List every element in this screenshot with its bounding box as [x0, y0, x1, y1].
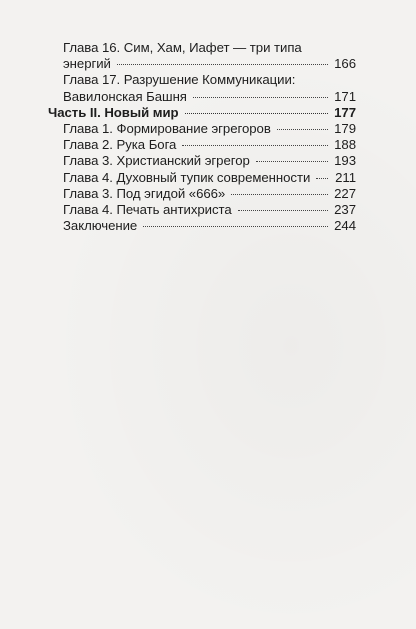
dot-leader	[238, 210, 328, 211]
toc-entry-part2-chapter-3	[48, 153, 356, 169]
toc-page-number: 237	[334, 202, 356, 218]
toc-page-number: 177	[334, 104, 356, 120]
toc-entry-title: Глава 3. Христианский эгрегор	[63, 153, 250, 169]
dot-leader	[117, 64, 328, 65]
toc-entry-title: Заключение	[63, 218, 138, 234]
toc-page-number: 193	[334, 153, 356, 169]
toc-entry-title: Часть II. Новый мир	[48, 104, 179, 120]
toc-page-number: 244	[334, 218, 356, 234]
toc-entry-title: Глава 3. Под эгидой «666»	[63, 185, 226, 201]
dot-leader	[182, 145, 328, 146]
toc-entry-title: Глава 1. Формирование эгрегоров	[63, 121, 271, 137]
dot-leader	[193, 97, 328, 98]
toc-entry-title: Глава 2. Рука Бога	[63, 137, 177, 153]
toc-entry-chapter-16	[48, 40, 356, 72]
toc-entry-part2-chapter-1	[48, 121, 356, 137]
toc-page-number: 211	[335, 169, 356, 185]
toc-entry-title: Глава 4. Печать антихриста	[63, 202, 232, 218]
toc-entry-conclusion	[48, 218, 356, 234]
dot-leader	[231, 194, 328, 195]
toc-entry-chapter-17	[48, 72, 356, 104]
toc-page-number: 166	[334, 56, 356, 72]
dot-leader	[185, 113, 328, 114]
toc-page-number: 188	[334, 137, 356, 153]
toc-entry-title-continuation: Вавилонская Башня	[63, 88, 187, 104]
toc-page-number: 227	[334, 185, 356, 201]
toc-entry-part2-chapter-4	[48, 170, 356, 186]
toc-entry-title-continuation: энергий	[63, 56, 111, 72]
table-of-contents	[48, 40, 356, 234]
toc-entry-title: Глава 17. Разрушение Коммуникации:	[63, 72, 296, 88]
dot-leader	[143, 226, 328, 227]
toc-entry-part2-chapter-2	[48, 137, 356, 153]
dot-leader	[256, 161, 328, 162]
toc-entry-title: Глава 4. Духовный тупик современности	[63, 169, 311, 185]
toc-entry-part2-chapter-4b	[48, 202, 356, 218]
dot-leader	[316, 178, 328, 179]
toc-entry-part2-chapter-3b	[48, 186, 356, 202]
toc-page-number: 171	[334, 88, 356, 104]
toc-entry-title: Глава 16. Сим, Хам, Иафет — три типа	[63, 40, 302, 55]
toc-page-number: 179	[334, 121, 356, 137]
toc-entry-part-2	[48, 105, 356, 121]
dot-leader	[277, 129, 328, 130]
